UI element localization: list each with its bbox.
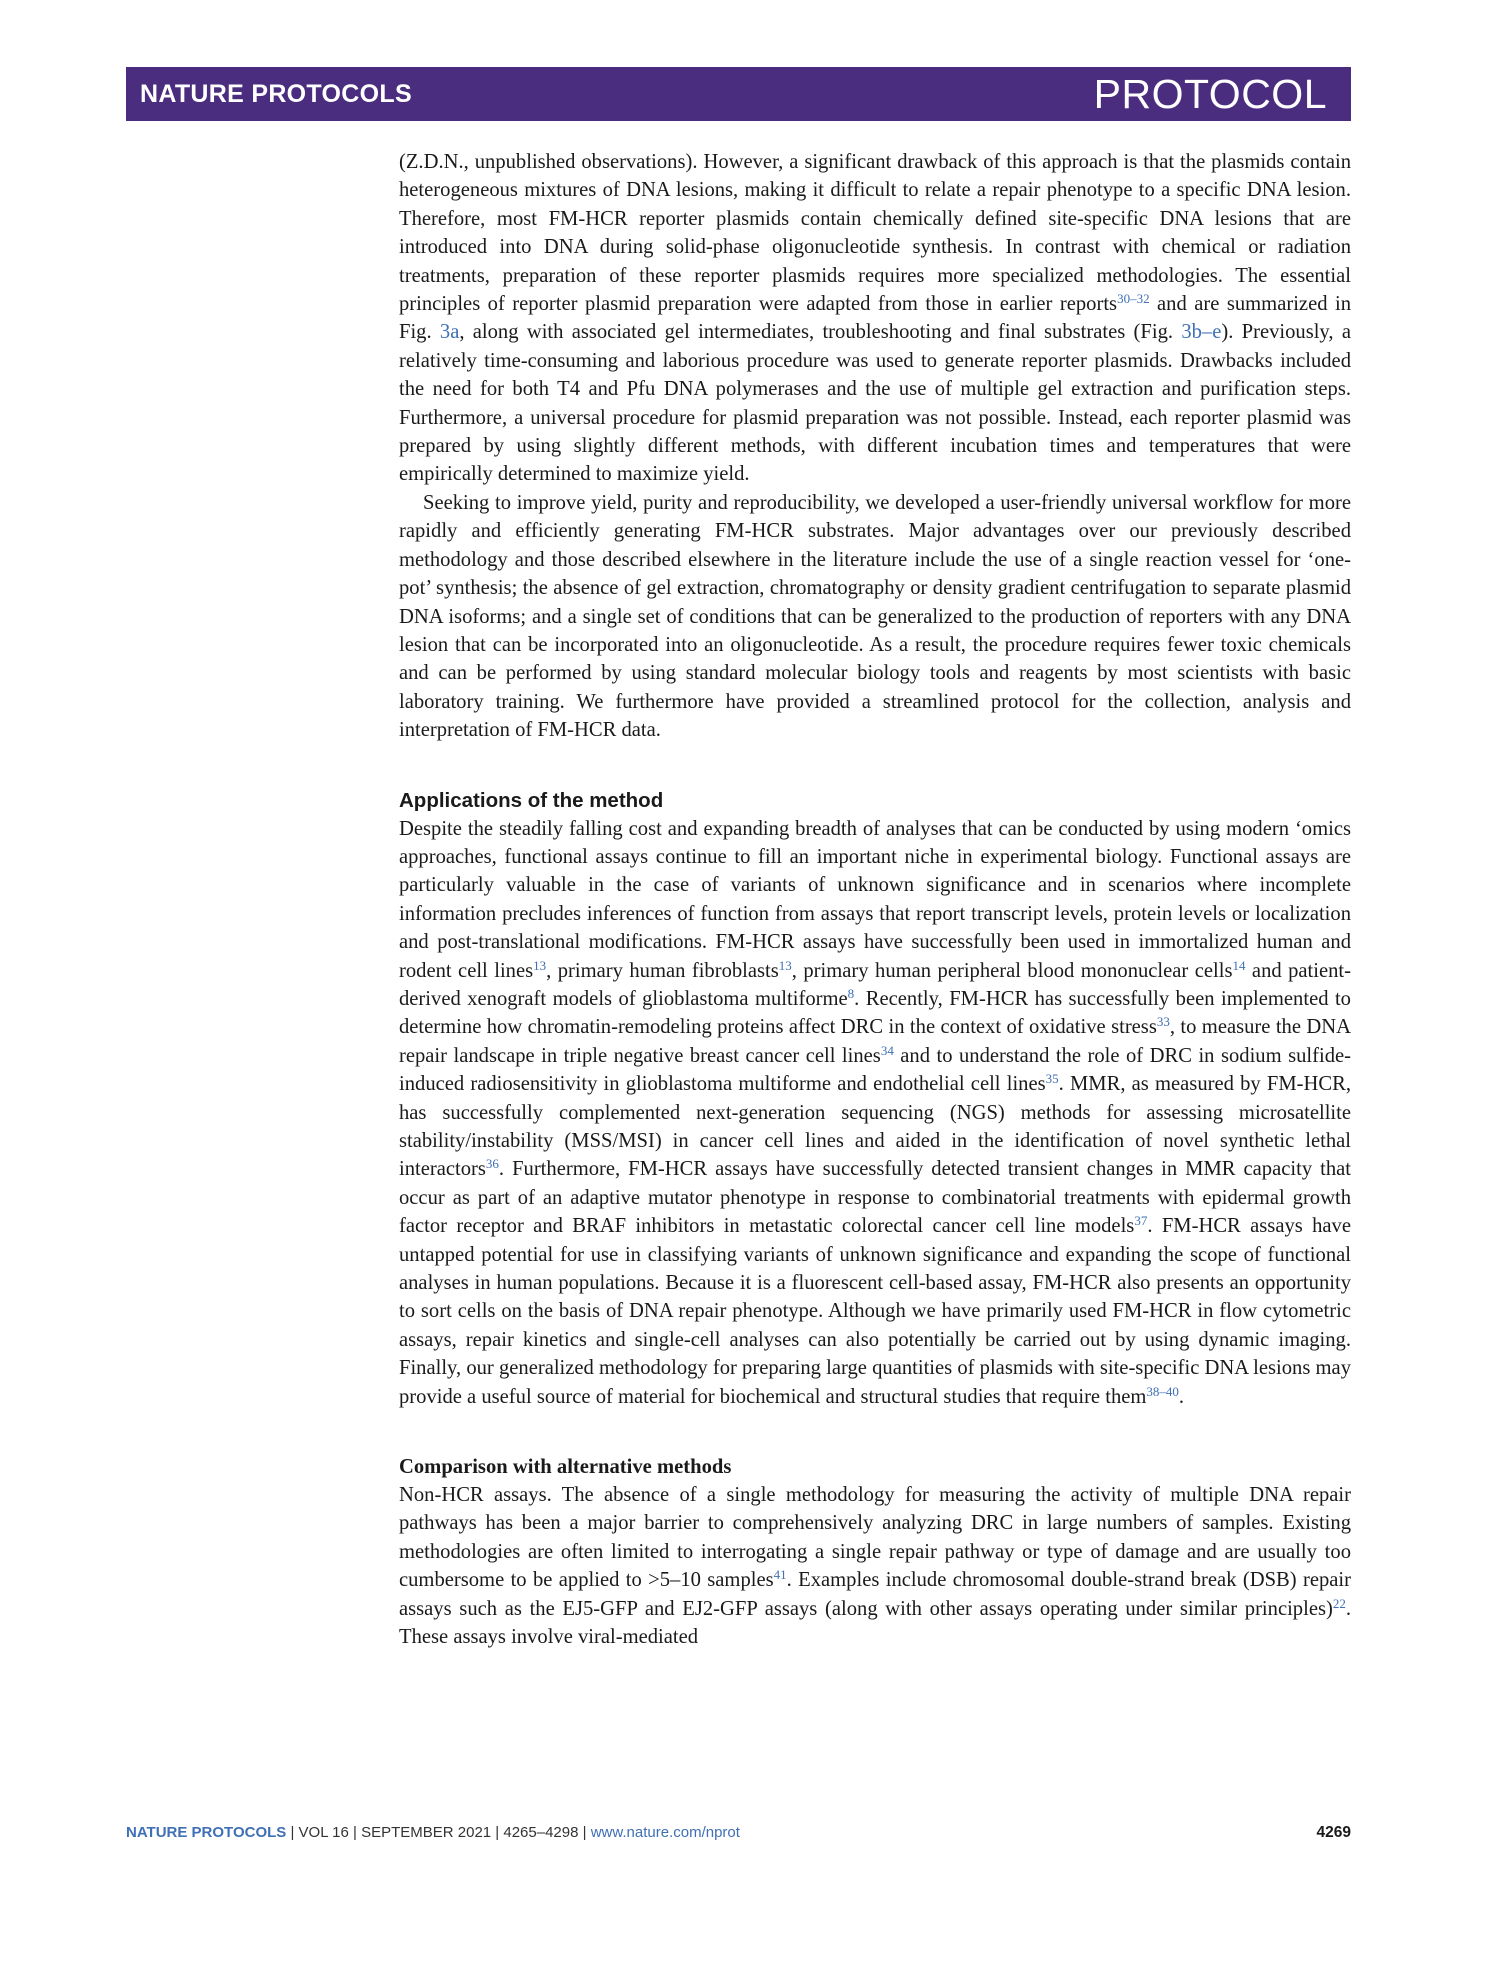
text-run: ). Previously, a relatively time-consuming and laborious procedure was used to generate reporter plasmids. Drawbacks included the need for both T4 and Pfu DNA polymerases and the use of multiple gel extraction and purification steps. Furthermore, a universal procedure for plasmid preparation was not possible. Instead, each reporter plasmid was prepared by using slightly different methods, with different incubation times and temperatures that were empirically determined to maximize yield. xyxy=(399,321,1351,486)
citation-link[interactable]: 33 xyxy=(1156,1014,1170,1030)
footer-pages: 4265–4298 xyxy=(503,1824,579,1841)
citation-link[interactable]: 13 xyxy=(778,957,792,973)
citation-link[interactable]: 37 xyxy=(1134,1213,1148,1229)
citation-link[interactable]: 41 xyxy=(773,1567,787,1583)
footer-url-link[interactable]: www.nature.com/nprot xyxy=(590,1824,740,1841)
citation-link[interactable]: 36 xyxy=(485,1156,499,1172)
text-run: . FM-HCR assays have untapped potential for use in classifying variants of unknown significance and expanding the scope of functional analyses in human populations. Because it is a fluorescent cell-based assay, FM-HCR also presents an opportunity to sort cells on the basis of DNA repair phenotype. Although we have primarily used FM-HCR in flow cytometric assays, repair kinetics and single-cell analyses can also potentially be carried out by using dynamic imaging. Finally, our generalized methodology for preparing large quantities of plasmids with site-specific DNA lesions may provide a useful source of material for biochemical and structural studies that require them xyxy=(399,1215,1351,1408)
citation-link[interactable]: 13 xyxy=(533,957,547,973)
citation-link[interactable]: 38–40 xyxy=(1146,1383,1179,1399)
journal-header-bar xyxy=(126,67,1351,121)
body-paragraph xyxy=(399,1481,1351,1651)
footer-date: SEPTEMBER 2021 xyxy=(361,1824,492,1841)
citation-link[interactable]: 34 xyxy=(880,1042,894,1058)
footer-citation xyxy=(126,1824,740,1841)
footer-separator: | xyxy=(348,1824,362,1841)
citation-link[interactable]: 30–32 xyxy=(1117,291,1150,307)
figure-ref-link[interactable]: 3b–e xyxy=(1181,321,1222,344)
page-number: 4269 xyxy=(1316,1824,1351,1841)
citation-link[interactable]: 8 xyxy=(847,985,855,1001)
citation-link[interactable]: 35 xyxy=(1045,1071,1059,1087)
text-run: , primary human fibroblasts xyxy=(546,959,779,982)
citation-link[interactable]: 14 xyxy=(1232,957,1246,973)
text-run: . Recently, FM-HCR has successfully been implemented to determine how chromatin-remodeling proteins affect DRC in the context of oxidative stress xyxy=(399,987,1351,1039)
section-heading: Applications of the method xyxy=(399,788,664,812)
text-run: (Z.D.N., unpublished observations). However, a significant drawback of this approach is that the plasmids contain heterogeneous mixtures of DNA lesions, making it difficult to relate a repair phenotype to a specific DNA lesion. Therefore, most FM-HCR reporter plasmids contain chemically defined site-specific DNA lesions that are introduced into DNA during solid-phase oligonucleotide synthesis. In contrast with chemical or radiation treatments, preparation of these reporter plasmids requires more specialized methodologies. The essential principles of reporter plasmid preparation were adapted from those in earlier reports xyxy=(399,151,1351,316)
text-run: Despite the steadily falling cost and expanding breadth of analyses that can be conducted by using modern ‘omics approaches, functional assays continue to fill an important niche in experimental biology. Functional assays are particularly valuable in the case of variants of unknown significance and in scenarios where incomplete information precludes inferences of function from assays that report transcript levels, protein levels or localization and post-translational modifications. FM-HCR assays have successfully been used in immortalized human and rodent cell lines xyxy=(399,817,1351,982)
article-body xyxy=(399,148,1351,1652)
text-run: . These assays involve viral-mediated xyxy=(399,1597,1351,1649)
text-run: . xyxy=(1178,1385,1185,1408)
footer-separator: | xyxy=(578,1824,591,1841)
text-run: , along with associated gel intermediates, troubleshooting and final substrates (Fig. xyxy=(459,321,1182,344)
footer-separator: | xyxy=(491,1824,504,1841)
citation-link[interactable]: 22 xyxy=(1332,1595,1346,1611)
body-paragraph xyxy=(399,148,1351,489)
text-run: , to measure the DNA repair landscape in triple negative breast cancer cell lines xyxy=(399,1016,1351,1067)
text-run: and are summarized in Fig. xyxy=(399,293,1351,344)
text-run: and patient-derived xenograft models of glioblastoma multiforme xyxy=(399,959,1352,1010)
footer-journal-link[interactable]: NATURE PROTOCOLS xyxy=(126,1824,287,1841)
subsection-heading: Comparison with alternative methods xyxy=(399,1456,732,1479)
text-run: Non-HCR assays. The absence of a single methodology for measuring the activity of multiple DNA repair pathways has been a major barrier to comprehensively analyzing DRC in large numbers of samples. Existing methodologies are often limited to interrogating a single repair pathway or type of damage and are usually too cumbersome to be applied to >5–10 samples xyxy=(399,1484,1351,1592)
figure-ref-link[interactable]: 3a xyxy=(439,321,460,344)
text-run: and to understand the role of DRC in sodium sulfide-induced radiosensitivity in glioblastoma multiforme and endothelial cell lines xyxy=(399,1044,1351,1096)
text-run: , primary human peripheral blood mononuclear cells xyxy=(791,959,1233,982)
text-run: . MMR, as measured by FM-HCR, has successfully complemented next-generation sequencing (NGS) methods for assessing microsatellite stability/instability (MSS/MSI) in cancer cell lines and aided in the identification of novel synthetic lethal interactors xyxy=(399,1073,1352,1181)
text-run: . Examples include chromosomal double-strand break (DSB) repair assays such as the EJ5-GFP and EJ2-GFP assays (along with other assays operating under similar principles) xyxy=(399,1569,1352,1620)
header-journal-name: NATURE PROTOCOLS xyxy=(140,80,412,108)
header-article-type: PROTOCOL xyxy=(1093,71,1327,117)
footer-separator: | xyxy=(286,1824,299,1841)
body-paragraph xyxy=(399,815,1351,1412)
page-footer xyxy=(126,1824,1351,1848)
footer-volume: VOL 16 xyxy=(298,1824,349,1841)
body-paragraph xyxy=(399,489,1351,745)
text-run: . Furthermore, FM-HCR assays have successfully detected transient changes in MMR capacity that occur as part of an adaptive mutator phenotype in response to combinatorial treatments with epidermal growth factor receptor and BRAF inhibitors in metastatic colorectal cancer cell line models xyxy=(399,1158,1351,1238)
text-run: Seeking to improve yield, purity and reproducibility, we developed a user-friendly universal workflow for more rapidly and efficiently generating FM-HCR substrates. Major advantages over our previously described methodology and those described elsewhere in the literature include the use of a single reaction vessel for ‘one-pot’ synthesis; the absence of gel extraction, chromatography or density gradient centrifugation to separate plasmid DNA isoforms; and a single set of conditions that can be generalized to the production of reporters with any DNA lesion that can be incorporated into an oligonucleotide. As a result, the procedure requires fewer toxic chemicals and can be performed by using standard molecular biology tools and reagents by most scientists with basic laboratory training. We furthermore have provided a streamlined protocol for the collection, analysis and interpretation of FM-HCR data. xyxy=(399,491,1351,742)
